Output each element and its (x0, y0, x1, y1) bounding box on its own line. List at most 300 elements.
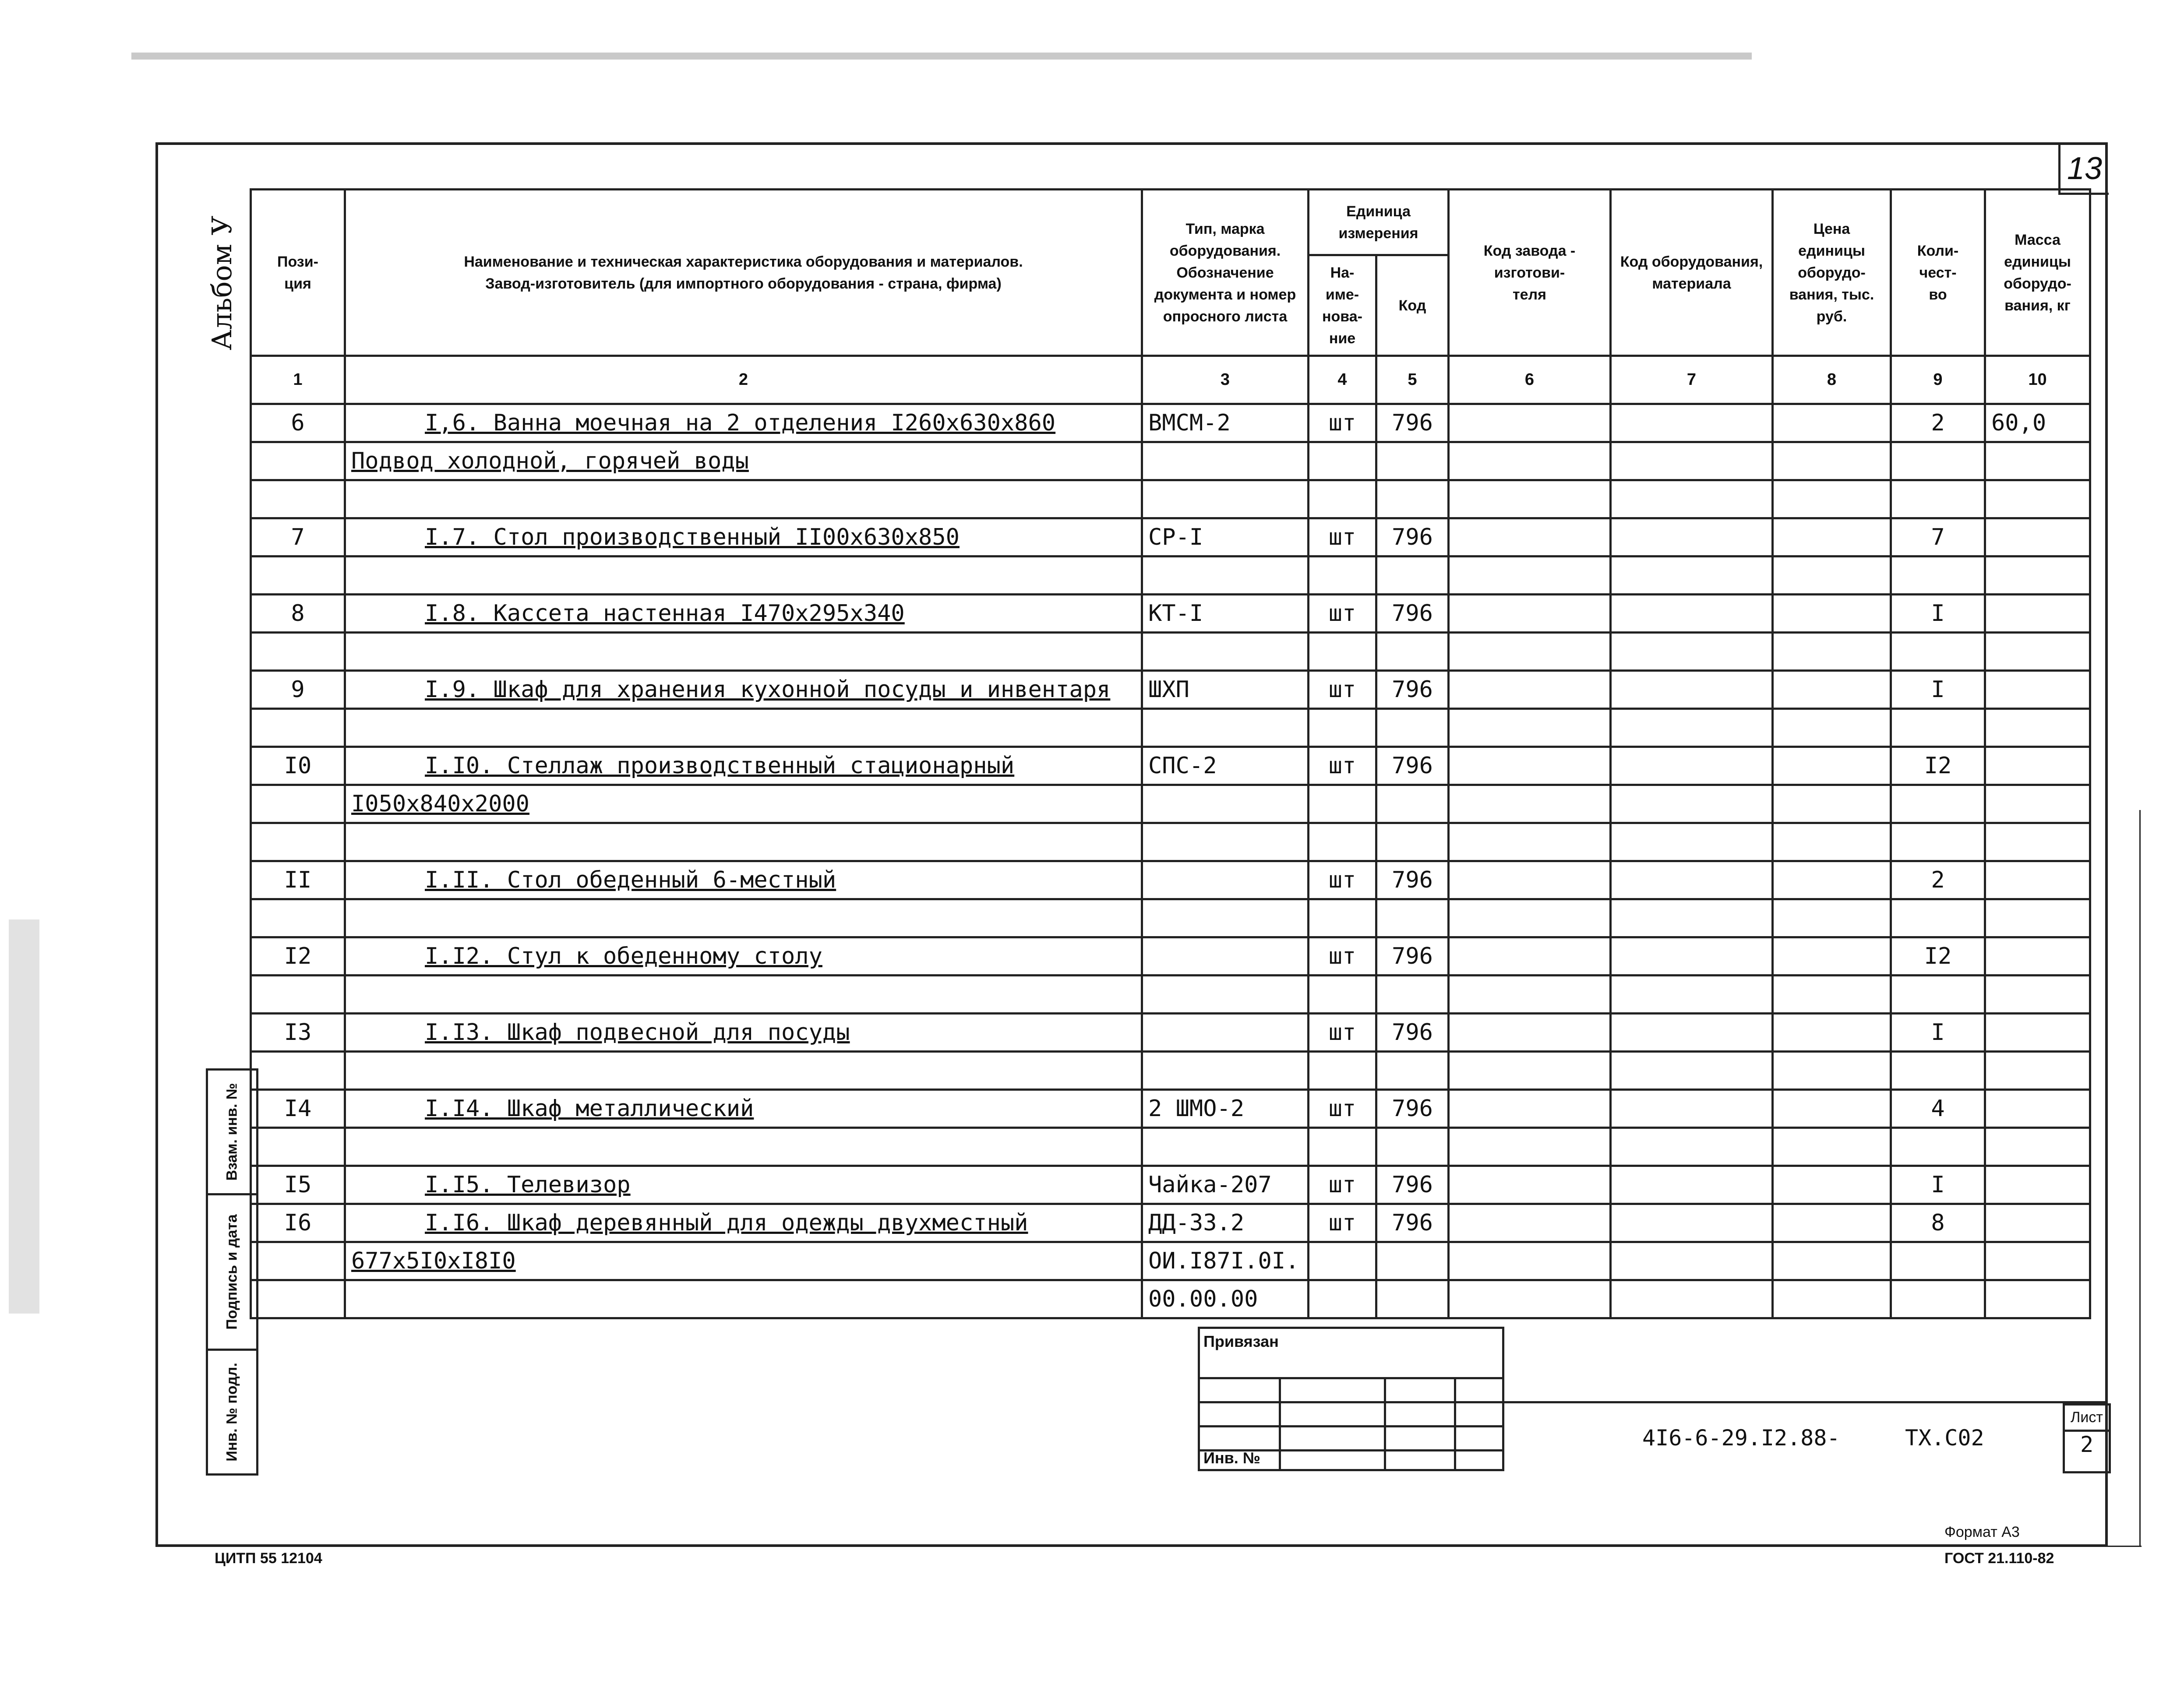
price-cell (1773, 861, 1891, 899)
scan-noise-left (9, 919, 39, 1314)
factory-code-cell (1449, 671, 1611, 709)
table-row (251, 899, 2090, 937)
quantity-cell: 4 (1891, 1090, 1985, 1128)
position-cell: I0 (251, 747, 345, 785)
position-cell: 8 (251, 595, 345, 633)
name-cell (345, 557, 1142, 595)
footer-left: ЦИТП 55 12104 (215, 1550, 322, 1567)
position-cell (251, 1242, 345, 1280)
name-cell: I.I4. Шкаф металлический (345, 1090, 1142, 1128)
quantity-cell (1891, 1242, 1985, 1280)
position-cell (251, 480, 345, 518)
album-label: Альбом У (206, 215, 238, 350)
column-number: 7 (1611, 356, 1773, 404)
unit-cell (1309, 1242, 1376, 1280)
unit-cell: шт (1309, 595, 1376, 633)
factory-code-cell (1449, 442, 1611, 480)
name-cell (345, 1052, 1142, 1090)
unit-code-cell (1376, 633, 1449, 671)
unit-cell (1309, 976, 1376, 1014)
stamp-line (1454, 1377, 1456, 1469)
unit-code-cell (1376, 823, 1449, 861)
type-cell: ДД-33.2 (1142, 1204, 1309, 1242)
name-cell: 677х5I0хI8I0 (345, 1242, 1142, 1280)
mass-cell (1985, 518, 2090, 557)
table-row (251, 404, 2090, 442)
position-cell (251, 1052, 345, 1090)
unit-code-cell (1376, 1280, 1449, 1318)
factory-code-cell (1449, 1014, 1611, 1052)
price-cell (1773, 1242, 1891, 1280)
factory-code-cell (1449, 1204, 1611, 1242)
quantity-cell: I2 (1891, 937, 1985, 976)
position-cell: 6 (251, 404, 345, 442)
column-number: 9 (1891, 356, 1985, 404)
price-cell (1773, 1204, 1891, 1242)
name-cell: I.7. Стол производственный II00х630х850 (345, 518, 1142, 557)
unit-cell: шт (1309, 861, 1376, 899)
unit-code-cell: 796 (1376, 861, 1449, 899)
outer-border-bottom (171, 1546, 2142, 1547)
table-row (251, 480, 2090, 518)
name-cell (345, 1280, 1142, 1318)
mass-cell (1985, 633, 2090, 671)
equipment-code-cell (1611, 1204, 1773, 1242)
price-cell (1773, 518, 1891, 557)
quantity-cell: 2 (1891, 404, 1985, 442)
name-cell: I.I5. Телевизор (345, 1166, 1142, 1204)
header-equipment-code: Код оборудования, материала (1611, 190, 1773, 356)
type-cell (1142, 633, 1309, 671)
mass-cell (1985, 442, 2090, 480)
unit-code-cell (1376, 442, 1449, 480)
equipment-code-cell (1611, 1242, 1773, 1280)
price-cell (1773, 442, 1891, 480)
quantity-cell (1891, 480, 1985, 518)
side-stamp-replacement-inv (206, 1068, 258, 1195)
equipment-code-cell (1611, 671, 1773, 709)
equipment-code-cell (1611, 785, 1773, 823)
unit-code-cell: 796 (1376, 937, 1449, 976)
type-cell (1142, 1014, 1309, 1052)
equipment-code-cell (1611, 823, 1773, 861)
table-row (251, 595, 2090, 633)
quantity-cell: 8 (1891, 1204, 1985, 1242)
name-cell (345, 633, 1142, 671)
factory-code-cell (1449, 976, 1611, 1014)
column-number: 4 (1309, 356, 1376, 404)
type-cell (1142, 976, 1309, 1014)
factory-code-cell (1449, 1242, 1611, 1280)
column-number: 8 (1773, 356, 1891, 404)
scan-noise-top (131, 53, 1752, 60)
table-row (251, 671, 2090, 709)
equipment-code-cell (1611, 1280, 1773, 1318)
price-cell (1773, 633, 1891, 671)
mass-cell (1985, 899, 2090, 937)
specification-table (250, 188, 2091, 1319)
factory-code-cell (1449, 937, 1611, 976)
type-cell: Чайка-207 (1142, 1166, 1309, 1204)
mass-cell (1985, 937, 2090, 976)
quantity-cell (1891, 442, 1985, 480)
position-cell: 9 (251, 671, 345, 709)
type-cell (1142, 785, 1309, 823)
unit-code-cell (1376, 480, 1449, 518)
price-cell (1773, 671, 1891, 709)
unit-code-cell: 796 (1376, 404, 1449, 442)
price-cell (1773, 1090, 1891, 1128)
factory-code-cell (1449, 1052, 1611, 1090)
equipment-code-cell (1611, 1090, 1773, 1128)
footer-format: Формат А3 (1944, 1524, 2020, 1540)
list-value: 2 (2080, 1432, 2094, 1457)
unit-code-cell: 796 (1376, 595, 1449, 633)
price-cell (1773, 1128, 1891, 1166)
position-cell (251, 1280, 345, 1318)
position-cell: I6 (251, 1204, 345, 1242)
header-name: Наименование и техническая характеристика оборудования и материалов. Завод-изготовитель (для импортного оборудования - страна, фирма) (345, 190, 1142, 356)
type-cell (1142, 899, 1309, 937)
position-cell (251, 709, 345, 747)
unit-code-cell (1376, 1128, 1449, 1166)
quantity-cell: I2 (1891, 747, 1985, 785)
type-cell: 2 ШМО-2 (1142, 1090, 1309, 1128)
unit-code-cell (1376, 1052, 1449, 1090)
header-quantity: Коли- чест- во (1891, 190, 1985, 356)
stamp-line (1384, 1377, 1386, 1469)
header-factory-code: Код завода - изготови- теля (1449, 190, 1611, 356)
price-cell (1773, 557, 1891, 595)
equipment-code-cell (1611, 937, 1773, 976)
table-row (251, 976, 2090, 1014)
unit-cell (1309, 442, 1376, 480)
factory-code-cell (1449, 747, 1611, 785)
name-cell: I.I0. Стеллаж производственный стационарный (345, 747, 1142, 785)
price-cell (1773, 785, 1891, 823)
type-cell: ВМСМ-2 (1142, 404, 1309, 442)
type-cell: 00.00.00 (1142, 1280, 1309, 1318)
quantity-cell (1891, 785, 1985, 823)
type-cell: КТ-I (1142, 595, 1309, 633)
name-cell (345, 480, 1142, 518)
table-row (251, 633, 2090, 671)
type-cell (1142, 1052, 1309, 1090)
table-row (251, 1090, 2090, 1128)
column-number: 5 (1376, 356, 1449, 404)
equipment-code-cell (1611, 404, 1773, 442)
position-cell (251, 633, 345, 671)
unit-code-cell: 796 (1376, 1204, 1449, 1242)
unit-cell: шт (1309, 937, 1376, 976)
quantity-cell (1891, 823, 1985, 861)
price-cell (1773, 1280, 1891, 1318)
position-cell: I4 (251, 1090, 345, 1128)
type-cell: ШХП (1142, 671, 1309, 709)
mass-cell (1985, 785, 2090, 823)
name-cell (345, 823, 1142, 861)
table-row (251, 442, 2090, 480)
price-cell (1773, 747, 1891, 785)
quantity-cell: 7 (1891, 518, 1985, 557)
equipment-code-cell (1611, 518, 1773, 557)
factory-code-cell (1449, 899, 1611, 937)
type-cell (1142, 709, 1309, 747)
mass-cell (1985, 823, 2090, 861)
mass-cell (1985, 861, 2090, 899)
position-cell (251, 557, 345, 595)
factory-code-cell (1449, 518, 1611, 557)
mass-cell (1985, 1242, 2090, 1280)
document-sheet-code: ТХ.С02 (1905, 1425, 1984, 1451)
side-stamp-label: Подпись и дата (223, 1214, 240, 1330)
unit-cell: шт (1309, 404, 1376, 442)
table-row (251, 747, 2090, 785)
quantity-cell (1891, 1128, 1985, 1166)
equipment-code-cell (1611, 595, 1773, 633)
price-cell (1773, 404, 1891, 442)
price-cell (1773, 709, 1891, 747)
equipment-code-cell (1611, 1014, 1773, 1052)
name-cell: I.I6. Шкаф деревянный для одежды двухместный (345, 1204, 1142, 1242)
price-cell (1773, 595, 1891, 633)
unit-code-cell (1376, 785, 1449, 823)
mass-cell (1985, 1090, 2090, 1128)
mass-cell (1985, 1204, 2090, 1242)
factory-code-cell (1449, 1280, 1611, 1318)
table-row (251, 1280, 2090, 1318)
factory-code-cell (1449, 480, 1611, 518)
mass-cell (1985, 1052, 2090, 1090)
type-cell (1142, 823, 1309, 861)
equipment-code-cell (1611, 861, 1773, 899)
equipment-code-cell (1611, 976, 1773, 1014)
header-position: Пози- ция (251, 190, 345, 356)
equipment-code-cell (1611, 1052, 1773, 1090)
unit-cell: шт (1309, 747, 1376, 785)
table-row (251, 1052, 2090, 1090)
header-price: Цена единицы оборудо- вания, тыс. руб. (1773, 190, 1891, 356)
table-row (251, 557, 2090, 595)
unit-cell: шт (1309, 518, 1376, 557)
position-cell (251, 899, 345, 937)
footer-gost: ГОСТ 21.110-82 (1944, 1550, 2054, 1567)
bound-label: Привязан (1203, 1332, 1279, 1350)
unit-code-cell: 796 (1376, 1014, 1449, 1052)
type-cell: ОИ.I87I.0I. (1142, 1242, 1309, 1280)
unit-cell: шт (1309, 671, 1376, 709)
name-cell: I.8. Кассета настенная I470х295х340 (345, 595, 1142, 633)
mass-cell: 60,0 (1985, 404, 2090, 442)
price-cell (1773, 1052, 1891, 1090)
factory-code-cell (1449, 1090, 1611, 1128)
price-cell (1773, 937, 1891, 976)
sheet-corner-number: 13 (2058, 144, 2109, 195)
position-cell: II (251, 861, 345, 899)
equipment-code-cell (1611, 633, 1773, 671)
quantity-cell: I (1891, 1166, 1985, 1204)
unit-cell (1309, 1052, 1376, 1090)
unit-code-cell: 796 (1376, 747, 1449, 785)
position-cell: 7 (251, 518, 345, 557)
equipment-code-cell (1611, 1166, 1773, 1204)
unit-code-cell: 796 (1376, 518, 1449, 557)
table-row (251, 861, 2090, 899)
unit-cell: шт (1309, 1014, 1376, 1052)
type-cell (1142, 480, 1309, 518)
name-cell (345, 976, 1142, 1014)
mass-cell (1985, 1166, 2090, 1204)
name-cell (345, 709, 1142, 747)
document-number: 4I6-6-29.I2.88- (1642, 1425, 1840, 1451)
unit-cell (1309, 557, 1376, 595)
price-cell (1773, 480, 1891, 518)
type-cell (1142, 442, 1309, 480)
quantity-cell: 2 (1891, 861, 1985, 899)
factory-code-cell (1449, 823, 1611, 861)
price-cell (1773, 1166, 1891, 1204)
table-row (251, 785, 2090, 823)
unit-cell: шт (1309, 1090, 1376, 1128)
type-cell (1142, 557, 1309, 595)
table-row (251, 1166, 2090, 1204)
name-cell: I.I2. Стул к обеденному столу (345, 937, 1142, 976)
equipment-code-cell (1611, 480, 1773, 518)
equipment-code-cell (1611, 899, 1773, 937)
bound-stamp (1198, 1327, 1504, 1471)
equipment-code-cell (1611, 1128, 1773, 1166)
equipment-code-cell (1611, 709, 1773, 747)
title-block-top-line (1504, 1401, 2108, 1403)
mass-cell (1985, 976, 2090, 1014)
position-cell (251, 785, 345, 823)
position-cell: I2 (251, 937, 345, 976)
name-cell: I.II. Стол обеденный 6-местный (345, 861, 1142, 899)
unit-cell (1309, 633, 1376, 671)
table-row (251, 518, 2090, 557)
stamp-line (1200, 1401, 1502, 1403)
table-row (251, 937, 2090, 976)
quantity-cell (1891, 976, 1985, 1014)
list-label: Лист (2065, 1406, 2109, 1432)
unit-cell (1309, 899, 1376, 937)
stamp-line (1200, 1377, 1502, 1379)
factory-code-cell (1449, 861, 1611, 899)
factory-code-cell (1449, 1166, 1611, 1204)
column-number: 10 (1985, 356, 2090, 404)
stamp-line (1279, 1377, 1281, 1469)
factory-code-cell (1449, 633, 1611, 671)
position-cell (251, 976, 345, 1014)
unit-cell (1309, 823, 1376, 861)
position-cell: I3 (251, 1014, 345, 1052)
header-unit-code: Код (1376, 255, 1449, 356)
table-row (251, 1014, 2090, 1052)
type-cell (1142, 861, 1309, 899)
equipment-code-cell (1611, 747, 1773, 785)
type-cell (1142, 1128, 1309, 1166)
quantity-cell (1891, 899, 1985, 937)
unit-cell: шт (1309, 1166, 1376, 1204)
header-unit-group: Единица измерения (1309, 190, 1449, 255)
column-number: 2 (345, 356, 1142, 404)
mass-cell (1985, 747, 2090, 785)
position-cell (251, 442, 345, 480)
side-stamp-label: Взам. инв. № (223, 1083, 240, 1181)
factory-code-cell (1449, 557, 1611, 595)
table-row (251, 823, 2090, 861)
mass-cell (1985, 709, 2090, 747)
column-number: 1 (251, 356, 345, 404)
list-box (2063, 1403, 2111, 1473)
unit-code-cell (1376, 1242, 1449, 1280)
unit-cell (1309, 480, 1376, 518)
mass-cell (1985, 1014, 2090, 1052)
mass-cell (1985, 1128, 2090, 1166)
table-row (251, 709, 2090, 747)
name-cell: Подвод холодной, горячей воды (345, 442, 1142, 480)
equipment-code-cell (1611, 442, 1773, 480)
position-cell (251, 1128, 345, 1166)
unit-code-cell (1376, 976, 1449, 1014)
quantity-cell: I (1891, 671, 1985, 709)
quantity-cell (1891, 633, 1985, 671)
factory-code-cell (1449, 404, 1611, 442)
type-cell: СПС-2 (1142, 747, 1309, 785)
unit-code-cell: 796 (1376, 671, 1449, 709)
stamp-inv-label: Инв. № (1203, 1449, 1260, 1467)
name-cell (345, 899, 1142, 937)
mass-cell (1985, 480, 2090, 518)
factory-code-cell (1449, 595, 1611, 633)
column-number: 3 (1142, 356, 1309, 404)
unit-cell (1309, 1280, 1376, 1318)
factory-code-cell (1449, 709, 1611, 747)
position-cell: I5 (251, 1166, 345, 1204)
side-stamp-signature-date (206, 1193, 258, 1351)
unit-code-cell (1376, 557, 1449, 595)
price-cell (1773, 823, 1891, 861)
name-cell: I.9. Шкаф для хранения кухонной посуды и инвентаря (345, 671, 1142, 709)
quantity-cell (1891, 1052, 1985, 1090)
price-cell (1773, 1014, 1891, 1052)
side-stamp-label: Инв. № подл. (223, 1363, 240, 1462)
stamp-line (1200, 1425, 1502, 1427)
factory-code-cell (1449, 1128, 1611, 1166)
unit-cell (1309, 785, 1376, 823)
equipment-code-cell (1611, 557, 1773, 595)
unit-cell (1309, 1128, 1376, 1166)
side-stamp-original-inv (206, 1349, 258, 1476)
name-cell: I050х840х2000 (345, 785, 1142, 823)
unit-cell: шт (1309, 1204, 1376, 1242)
name-cell: I,6. Ванна моечная на 2 отделения I260х630х860 (345, 404, 1142, 442)
mass-cell (1985, 671, 2090, 709)
unit-code-cell (1376, 899, 1449, 937)
mass-cell (1985, 595, 2090, 633)
mass-cell (1985, 1280, 2090, 1318)
quantity-cell (1891, 1280, 1985, 1318)
table-row (251, 1242, 2090, 1280)
position-cell (251, 823, 345, 861)
unit-cell (1309, 709, 1376, 747)
price-cell (1773, 976, 1891, 1014)
mass-cell (1985, 557, 2090, 595)
price-cell (1773, 899, 1891, 937)
name-cell (345, 1128, 1142, 1166)
quantity-cell (1891, 709, 1985, 747)
header-unit-name: На- име- нова- ние (1309, 255, 1376, 356)
